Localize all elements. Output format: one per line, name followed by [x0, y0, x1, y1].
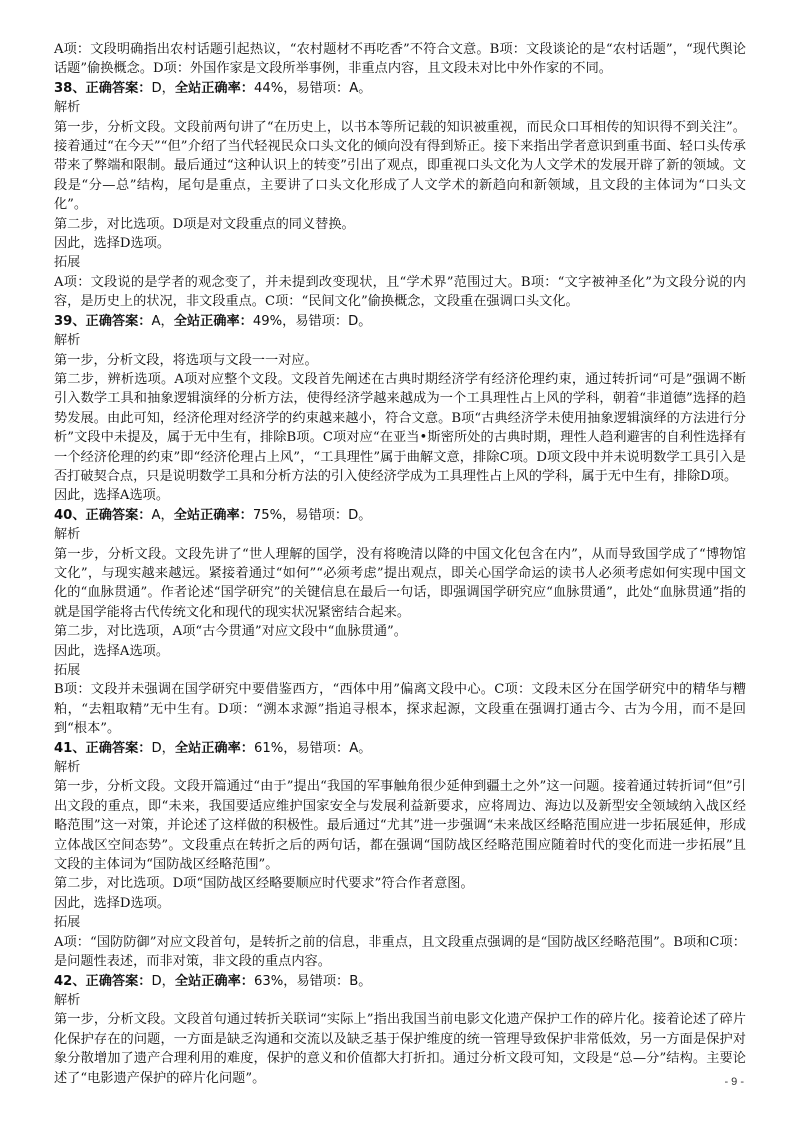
- answer-value: A，: [151, 507, 174, 523]
- paragraph: A项：文段说的是学者的观念变了，并未提到改变现状，且“学术界”范围过大。B项：“文字被神圣化”为文段分说的内容，是历史上的状况，非文段重点。C项：“民间文化”偷换概念，文段重在强调口头文化。: [54, 274, 746, 310]
- section-label: 解析: [54, 100, 81, 116]
- accuracy-value: 75%，易错项：D。: [252, 507, 372, 523]
- section-label: 解析: [54, 760, 81, 776]
- accuracy-label: 全站正确率：: [174, 973, 254, 989]
- accuracy-value: 63%，易错项：B。: [253, 973, 372, 989]
- answer-label: 正确答案：: [85, 80, 152, 96]
- accuracy-value: 44%，易错项：A。: [253, 80, 372, 96]
- question-answer-header: [54, 506, 746, 525]
- paragraph: A项：“国防防御”对应文段首句，是转折之前的信息，非重点，且文段重点强调的是“国防战区经略范围”。B项和C项：是问题性表述，而非对策，非文段的重点内容。: [54, 934, 746, 970]
- paragraph: 因此，选择D选项。: [54, 236, 171, 252]
- accuracy-label: 全站正确率：: [174, 80, 254, 96]
- page-number: - 9 -: [724, 1076, 744, 1088]
- question-answer-header: [54, 739, 746, 758]
- accuracy-value: 49%，易错项：D。: [252, 313, 372, 329]
- section-label: 拓展: [54, 915, 81, 931]
- accuracy-label: 全站正确率：: [174, 740, 254, 756]
- section-label: 解析: [54, 527, 81, 543]
- question-number: 42、: [54, 973, 86, 989]
- answer-label: 正确答案：: [85, 973, 152, 989]
- question-number: 40、: [54, 507, 86, 523]
- paragraph: 因此，选择A选项。: [54, 643, 170, 659]
- section-label: 拓展: [54, 255, 81, 271]
- question-answer-header: [54, 972, 746, 991]
- paragraph: 第一步，分析文段。文段前两句讲了“在历史上，以书本等所记载的知识被重视，而民众口耳相传的知识得不到关注”。接着通过“在今天”“但”介绍了当代轻视民众口头文化的倾向没有得到矫正。接下来指出学者意识到重书面、轻口头传承带来了弊端和限制。最后通过“这种认识上的转变”引出了观点，即重视口头文化为人文学术的发展开辟了新的领域。文段是“分—总”结构，尾句是重点，主要讲了口头文化形成了人文学术的新趋向和新领域，且文段的主体词为“口头文化”。: [54, 119, 746, 213]
- paragraph: 第一步，分析文段。文段开篇通过“由于”提出“我国的军事触角很少延伸到疆土之外”这一问题。接着通过转折词“但”引出文段的重点，即“未来，我国要适应维护国家安全与发展利益新要求，应将周边、海边以及新型安全领域纳入战区经略范围”这一对策，并论述了这样做的积极性。最后通过“尤其”进一步强调“未来战区经略范围应进一步拓展延伸，形成立体战区空间态势”。文段重点在转折之后的两句话，都在强调“国防战区经略范围应随着时代的变化而进一步拓展”且文段的主体词为“国防战区经略范围”。: [54, 779, 746, 873]
- paragraph: 因此，选择D选项。: [54, 895, 171, 911]
- question-answer-header: [54, 312, 746, 331]
- answer-label: 正确答案：: [85, 740, 152, 756]
- paragraph: 第一步，分析文段，将选项与文段一一对应。: [54, 352, 318, 368]
- answer-label: 正确答案：: [85, 507, 152, 523]
- paragraph: 第一步，分析文段。文段首句通过转折关联词“实际上”指出我国当前电影文化遗产保护工作的碎片化。接着论述了碎片化保护存在的问题，一方面是缺乏沟通和交流以及缺乏基于保护维度的统一管理导致保护非常低效，另一方面是保护对象分散增加了遗产合理利用的难度，保护的意义和价值都大打折扣。通过分析文段可知，文段是“总—分”结构。主要论述了“电影遗产保护的碎片化问题”。: [54, 1012, 746, 1086]
- question-number: 38、: [54, 80, 86, 96]
- paragraph: 第一步，分析文段。文段先讲了“世人理解的国学，没有将晚清以降的中国文化包含在内”，从而导致国学成了“博物馆文化”，与现实越来越远。紧接着通过“如何”“必须考虑”提出观点，即关心国学命运的读书人必须考虑如何实现中国文化的“血脉贯通”。作者论述“国学研究”的关键信息在最后一句话，即强调国学研究应“血脉贯通”，此处“血脉贯通”指的就是国学能将古代传统文化和现代的现实状况紧密结合起来。: [54, 546, 746, 620]
- section-label: 解析: [54, 992, 81, 1008]
- answer-value: A，: [151, 313, 174, 329]
- accuracy-value: 61%，易错项：A。: [253, 740, 372, 756]
- document-body: [54, 40, 746, 1088]
- paragraph: 因此，选择A选项。: [54, 488, 170, 504]
- paragraph: A项：文段明确指出农村话题引起热议，“农村题材不再吃香”不符合文意。B项：文段谈论的是“农村话题”，“现代舆论话题”偷换概念。D项：外国作家是文段所举事例，非重点内容，且文段未对比中外作家的不同。: [54, 42, 746, 77]
- section-label: 拓展: [54, 663, 81, 678]
- accuracy-label: 全站正确率：: [173, 313, 253, 329]
- paragraph: B项：文段并未强调在国学研究中要借鉴西方，“西体中用”偏离文段中心。C项：文段未区分在国学研究中的精华与糟粕，“去粗取精”无中生有。D项：“溯本求源”指追寻根本，探求起源，文段重在强调打通古今、古为今用，而不是回到“根本”。: [54, 682, 746, 737]
- accuracy-label: 全站正确率：: [173, 507, 253, 523]
- question-answer-header: [54, 79, 746, 98]
- paragraph: 第二步，对比选项。D项“国防战区经略要顺应时代要求”符合作者意图。: [54, 876, 474, 892]
- answer-value: D，: [151, 80, 175, 96]
- paragraph: 第二步，辨析选项。A项对应整个文段。文段首先阐述在古典时期经济学有经济伦理约束，通过转折词“可是”强调不断引入数学工具和抽象逻辑演绎的分析方法，使得经济学越来越成为一个工具理性占上风的学科，朝着“非道德”选择的趋势发展。由此可知，经济伦理对经济学的约束越来越小，符合文意。B项“古典经济学未使用抽象逻辑演绎的方法进行分析”文段中未提及，属于无中生有，排除B项。C项对应“在亚当•斯密所处的古典时期，理性人趋利避害的自利性选择有一个经济伦理的约束”即“经济伦理占上风”，“工具理性”属于曲解文意，排除C项。D项文段中并未说明数学工具引入是否打破契合点，只是说明数学工具和分析方法的引入使经济学成为工具理性占上风的学科，属于无中生有，排除D项。: [54, 371, 746, 484]
- answer-value: D，: [151, 740, 175, 756]
- question-number: 39、: [54, 313, 86, 329]
- paragraph: 第二步，对比选项，A项“古今贯通”对应文段中“血脉贯通”。: [54, 624, 407, 640]
- answer-label: 正确答案：: [85, 313, 152, 329]
- section-label: 解析: [54, 333, 81, 349]
- answer-value: D，: [151, 973, 175, 989]
- paragraph: 第二步，对比选项。D项是对文段重点的同义替换。: [54, 216, 355, 232]
- question-number: 41、: [54, 740, 86, 756]
